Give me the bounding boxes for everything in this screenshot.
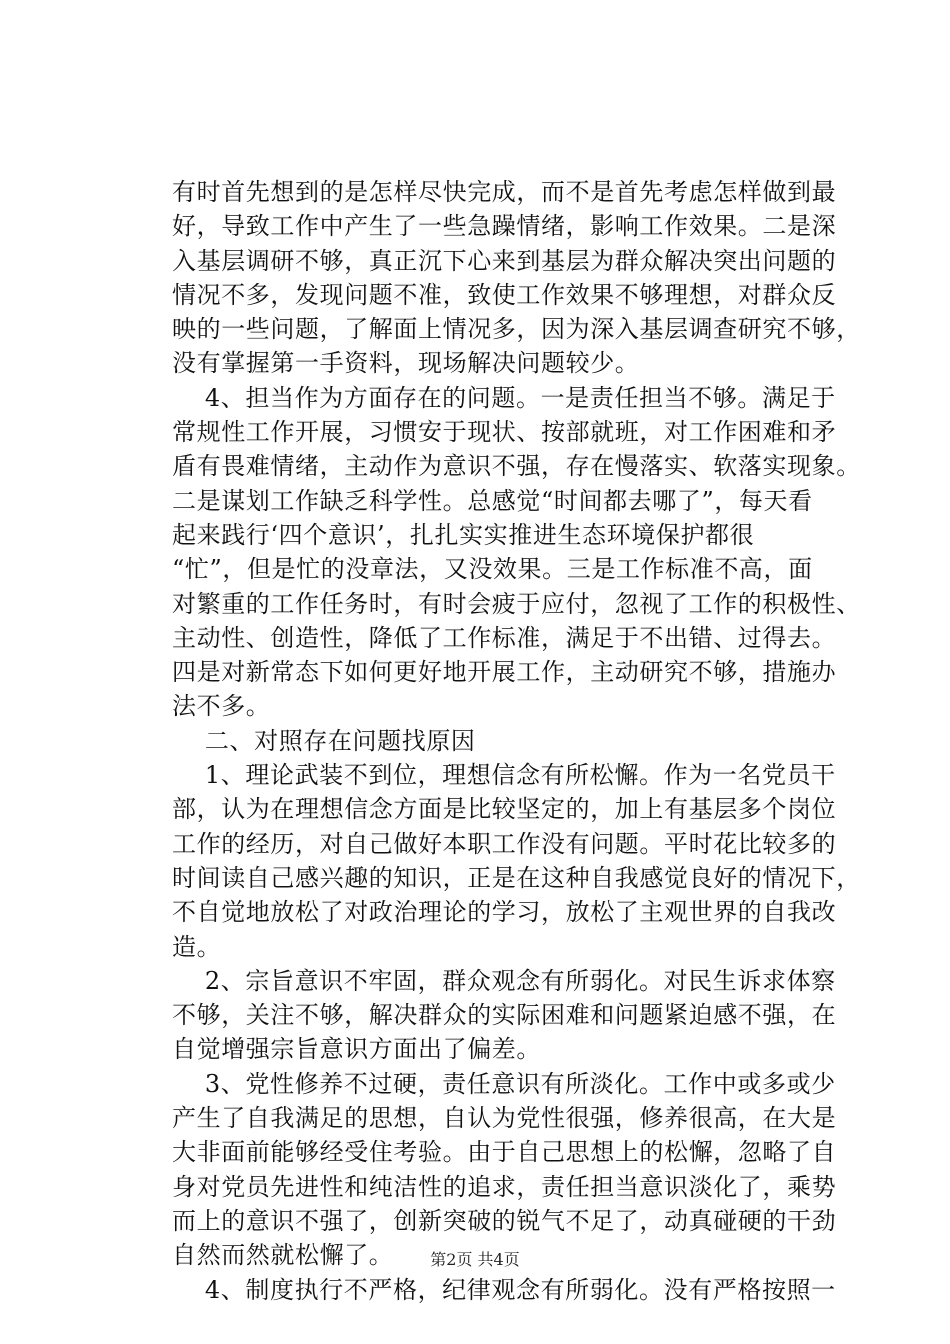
text-line: 造。 xyxy=(172,932,222,961)
text-line: 常规性工作开展，习惯安于现状、按部就班，对工作困难和矛 xyxy=(172,418,837,447)
text-line: 2、宗旨意识不牢固，群众观念有所弱化。对民生诉求体察 xyxy=(172,966,836,995)
text-line: 入基层调研不够，真正沉下心来到基层为群众解决突出问题的 xyxy=(172,246,837,275)
text-line: 身对党员先进性和纯洁性的追求，责任担当意识淡化了，乘势 xyxy=(172,1172,837,1201)
text-line: 盾有畏难情绪，主动作为意识不强，存在慢落实、软落实现象。 xyxy=(172,452,861,481)
text-line: 起来践行‘四个意识’，扎扎实实推进生态环境保护都很 xyxy=(172,520,755,549)
text-line: 3、党性修养不过硬，责任意识有所淡化。工作中或多或少 xyxy=(172,1069,836,1098)
text-line: 部，认为在理想信念方面是比较坚定的，加上有基层多个岗位 xyxy=(172,795,837,824)
text-line: “忙”，但是忙的没章法，又没效果。三是工作标准不高，面 xyxy=(172,555,813,584)
text-line: 二、对照存在问题找原因 xyxy=(172,726,476,755)
text-line: 而上的意识不强了，创新突破的锐气不足了，动真碰硬的干劲 xyxy=(172,1206,837,1235)
text-line: 没有掌握第一手资料，现场解决问题较少。 xyxy=(172,349,640,378)
text-line: 对繁重的工作任务时，有时会疲于应付，忽视了工作的积极性、 xyxy=(172,589,861,618)
text-line: 4、制度执行不严格，纪律观念有所弱化。没有严格按照一 xyxy=(172,1275,836,1304)
text-line: 1、理论武装不到位，理想信念有所松懈。作为一名党员干 xyxy=(172,761,836,790)
text-line: 法不多。 xyxy=(172,692,271,721)
text-line: 二是谋划工作缺乏科学性。总感觉“时间都去哪了”，每天看 xyxy=(172,486,813,515)
text-line: 有时首先想到的是怎样尽快完成，而不是首先考虑怎样做到最 xyxy=(172,178,837,206)
document-body xyxy=(172,175,861,1307)
text-line: 四是对新常态下如何更好地开展工作，主动研究不够，措施办 xyxy=(172,658,837,687)
text-line: 不够，关注不够，解决群众的实际困难和问题紧迫感不强，在 xyxy=(172,1001,837,1030)
text-line: 情况不多，发现问题不准，致使工作效果不够理想，对群众反 xyxy=(172,280,837,309)
text-line: 工作的经历，对自己做好本职工作没有问题。平时花比较多的 xyxy=(172,829,837,858)
text-line: 自觉增强宗旨意识方面出了偏差。 xyxy=(172,1035,541,1064)
text-line: 自然而然就松懈了。 xyxy=(172,1241,394,1270)
text-line: 产生了自我满足的思想，自认为党性很强，修养很高，在大是 xyxy=(172,1104,837,1133)
text-line: 大非面前能够经受住考验。由于自己思想上的松懈，忽略了自 xyxy=(172,1138,837,1167)
text-line: 4、担当作为方面存在的问题。一是责任担当不够。满足于 xyxy=(172,383,836,412)
text-line: 时间读自己感兴趣的知识，正是在这种自我感觉良好的情况下， xyxy=(172,863,861,892)
text-line: 不自觉地放松了对政治理论的学习，放松了主观世界的自我改 xyxy=(172,898,837,927)
page-footer: 第2页 共4页 xyxy=(430,1250,520,1269)
text-line: 主动性、创造性，降低了工作标准，满足于不出错、过得去。 xyxy=(172,623,837,652)
text-line: 映的一些问题，了解面上情况多，因为深入基层调查研究不够， xyxy=(172,315,861,344)
text-line: 好，导致工作中产生了一些急躁情绪，影响工作效果。二是深 xyxy=(172,212,837,241)
